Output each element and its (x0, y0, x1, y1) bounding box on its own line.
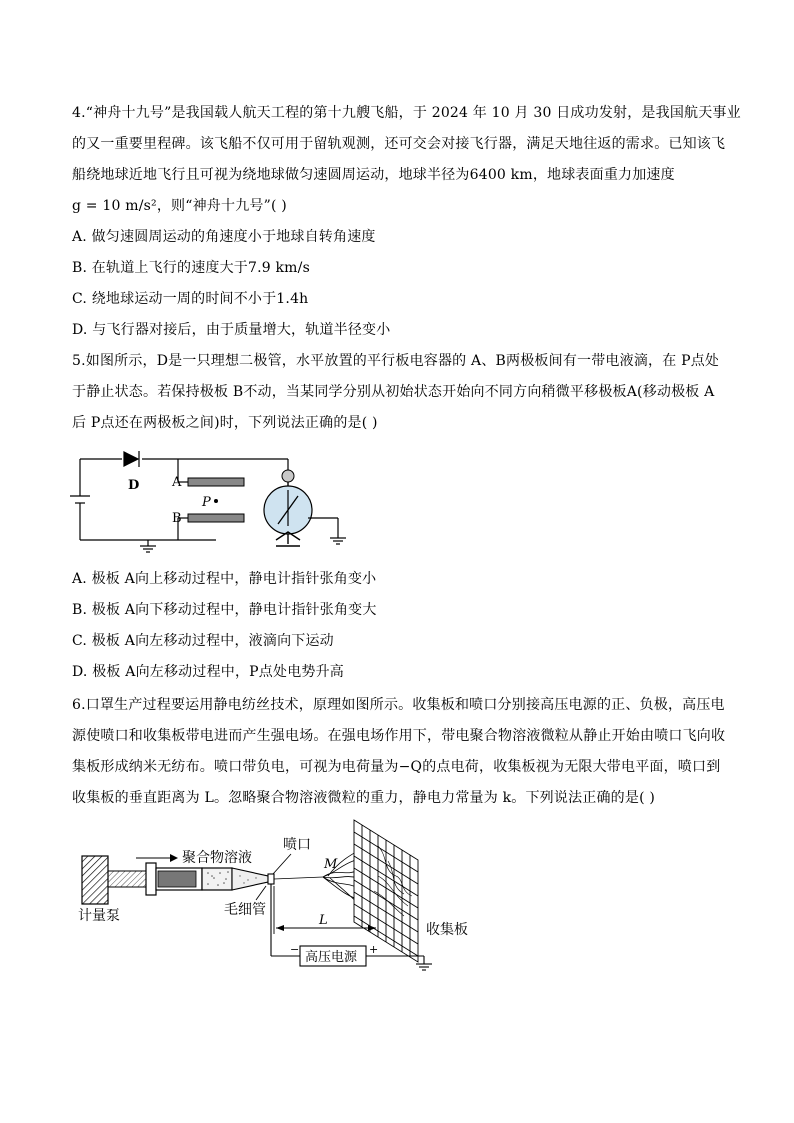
point-p-label: P (202, 495, 211, 510)
nozzle (268, 874, 274, 884)
q4-stem-line-1: 4.“神舟十九号”是我国载人航天工程的第十九艘飞船，于 2024 年 10 月 30 日成功发射，是我国航天事业 (72, 105, 741, 121)
q6-stem-line-1: 6.口罩生产过程要运用静电纺丝技术，原理如图所示。收集板和喷口分别接高压电源的正、负极，高压电 (72, 697, 725, 713)
electrometer-icon (264, 470, 312, 546)
metering-pump (82, 856, 108, 904)
q4-stem-line-3: 船绕地球近地飞行且可视为绕地球做匀速圆周运动，地球半径为6400 km，地球表面重力加速度 (72, 167, 675, 183)
q5-circuit-figure (66, 448, 366, 560)
q4-stem-line-2: 的又一重要里程碑。该飞船不仅可用于留轨观测，还可交会对接飞行器，满足天地往返的需求。已知该飞 (72, 136, 726, 152)
q5-option-d: D. 极板 A向左移动过程中，P点处电势升高 (72, 664, 345, 680)
diode-label: D (128, 478, 140, 493)
plate-a (188, 478, 244, 486)
q4-option-a: A. 做匀速圆周运动的角速度小于地球自转角速度 (72, 229, 376, 245)
solution-label: 聚合物溶液 (182, 850, 252, 866)
q5-stem-line-1: 5.如图所示，D是一只理想二极管，水平放置的平行板电容器的 A、B两极板间有一带电液滴，在 P点处 (72, 353, 720, 369)
q6-electrospinning-figure (78, 816, 478, 981)
q6-stem-line-3: 集板形成纳米无纺布。喷口带负电，可视为电荷量为−Q的点电荷，收集板视为无限大带电平面，喷口到 (72, 759, 721, 775)
q4-option-c: C. 绕地球运动一周的时间不小于1.4h (72, 291, 309, 307)
q5-stem-line-2: 于静止状态。若保持极板 B不动，当某同学分别从初始状态开始向不同方向稍微平移极板A(移动极板 A (72, 384, 715, 400)
q5-option-b: B. 极板 A向下移动过程中，静电计指针张角变大 (72, 602, 377, 618)
capillary-label: 毛细管 (224, 902, 266, 918)
ground-icon (416, 964, 432, 970)
q6-stem-line-2: 源使喷口和收集板带电进而产生强电场。在强电场作用下，带电聚合物溶液微粒从静止开始由喷口飞向收 (72, 728, 726, 744)
q6-stem-line-4: 收集板的垂直距离为 L。忽略聚合物溶液微粒的重力，静电力常量为 k。下列说法正确的是( ) (72, 790, 656, 806)
ground-icon (140, 546, 156, 552)
pump-label: 计量泵 (78, 908, 120, 924)
q5-option-a: A. 极板 A向上移动过程中，静电计指针张角变小 (72, 571, 377, 587)
ground-icon (330, 538, 346, 544)
q5-stem-line-3: 后 P点还在两极板之间)时，下列说法正确的是( ) (72, 415, 378, 431)
power-supply-label: 高压电源 (305, 950, 358, 965)
collector-label: 收集板 (426, 922, 468, 938)
q4-stem-line-4: g = 10 m/s²，则“神舟十九号”( ) (72, 198, 287, 214)
q5-option-c: C. 极板 A向左移动过程中，液滴向下运动 (72, 633, 334, 649)
plate-b (188, 514, 244, 522)
polymer-solution (202, 868, 232, 890)
diode-icon (124, 451, 139, 467)
nozzle-label: 喷口 (283, 837, 311, 853)
q4-option-b: B. 在轨道上飞行的速度大于7.9 km/s (72, 260, 310, 276)
droplet-point (214, 499, 218, 503)
point-m-label: M (324, 857, 338, 872)
power-plus-label: + (369, 943, 379, 956)
power-minus-label: − (290, 943, 300, 956)
q4-option-d: D. 与飞行器对接后，由于质量增大，轨道半径变小 (72, 322, 391, 338)
plate-a-label: A (172, 475, 182, 490)
plate-b-label: B (172, 511, 182, 526)
collector-grid (354, 820, 418, 962)
distance-l-label: L (319, 913, 328, 928)
